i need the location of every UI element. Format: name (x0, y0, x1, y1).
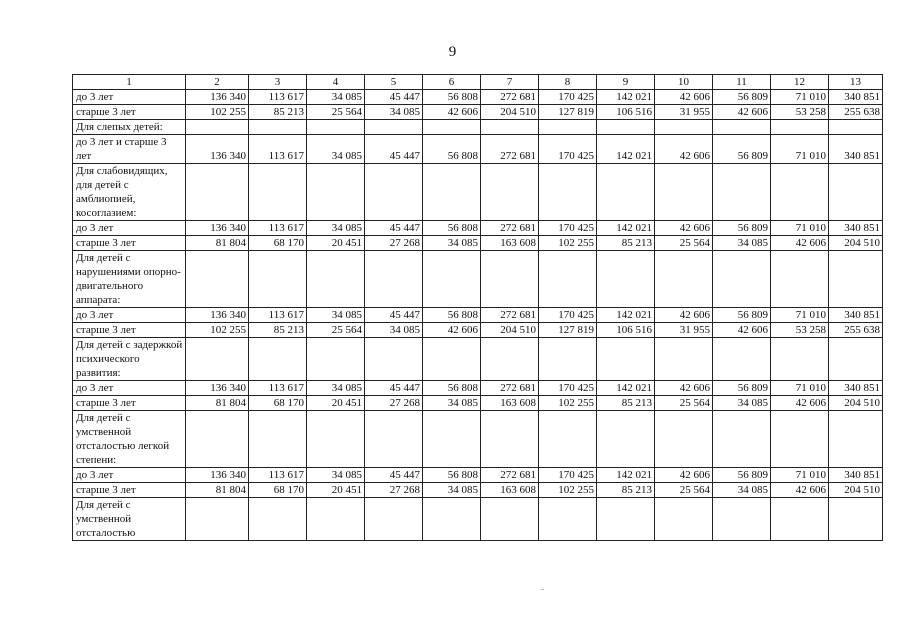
table-cell: 34 085 (713, 236, 771, 251)
table-cell: 56 809 (713, 221, 771, 236)
table-cell (771, 338, 829, 381)
table-cell: 142 021 (597, 135, 655, 164)
table-cell: 20 451 (307, 396, 365, 411)
table-cell (423, 164, 481, 221)
table-cell: 25 564 (655, 483, 713, 498)
table-cell: 42 606 (771, 396, 829, 411)
table-cell: 42 606 (423, 105, 481, 120)
table-row (73, 396, 883, 411)
column-header: 10 (655, 75, 713, 90)
column-header: 3 (249, 75, 307, 90)
table-cell: 340 851 (829, 90, 883, 105)
table-cell: 45 447 (365, 381, 423, 396)
column-header: 1 (73, 75, 186, 90)
table-cell: 113 617 (249, 135, 307, 164)
table-cell: 56 808 (423, 90, 481, 105)
table-cell: 127 819 (539, 105, 597, 120)
table-cell (713, 251, 771, 308)
table-cell (713, 411, 771, 468)
table-cell: 34 085 (423, 483, 481, 498)
table-cell: 56 808 (423, 135, 481, 164)
table-cell: 136 340 (186, 135, 249, 164)
table-cell: 34 085 (423, 236, 481, 251)
table-cell (771, 164, 829, 221)
table-cell (597, 338, 655, 381)
table-cell: 81 804 (186, 396, 249, 411)
table-row (73, 308, 883, 323)
table-cell (365, 120, 423, 135)
table-cell: 42 606 (713, 323, 771, 338)
table-cell: 42 606 (655, 90, 713, 105)
table-row (73, 381, 883, 396)
table-cell: 56 809 (713, 308, 771, 323)
funding-table (72, 74, 883, 541)
table-row (73, 105, 883, 120)
table-cell (597, 498, 655, 541)
table-cell: 113 617 (249, 381, 307, 396)
table-cell (365, 164, 423, 221)
table-cell: 42 606 (655, 468, 713, 483)
table-cell: 45 447 (365, 135, 423, 164)
column-header: 12 (771, 75, 829, 90)
table-cell (307, 498, 365, 541)
table-cell (829, 120, 883, 135)
table-cell (423, 411, 481, 468)
table-cell: 42 606 (655, 308, 713, 323)
table-cell (481, 338, 539, 381)
table-cell: 136 340 (186, 221, 249, 236)
column-header: 2 (186, 75, 249, 90)
table-cell: 163 608 (481, 236, 539, 251)
table-cell (481, 411, 539, 468)
table-cell: 163 608 (481, 483, 539, 498)
table-row (73, 323, 883, 338)
table-cell: 106 516 (597, 323, 655, 338)
table-cell (365, 498, 423, 541)
table-cell (597, 120, 655, 135)
table-cell (307, 338, 365, 381)
table-cell: 34 085 (307, 90, 365, 105)
table-cell: 81 804 (186, 483, 249, 498)
table-cell: 340 851 (829, 468, 883, 483)
row-label: старше 3 лет (73, 396, 186, 411)
table-header-row (73, 75, 883, 90)
table-cell: 81 804 (186, 236, 249, 251)
table-cell (655, 120, 713, 135)
table-cell: 45 447 (365, 90, 423, 105)
table-cell: 106 516 (597, 105, 655, 120)
table-cell: 42 606 (423, 323, 481, 338)
table-cell: 42 606 (771, 236, 829, 251)
table-cell (365, 251, 423, 308)
table-cell (481, 164, 539, 221)
table-cell: 113 617 (249, 308, 307, 323)
table-cell: 20 451 (307, 483, 365, 498)
table-cell (481, 251, 539, 308)
table-cell (713, 164, 771, 221)
table-cell (423, 120, 481, 135)
table-cell: 170 425 (539, 221, 597, 236)
column-header: 5 (365, 75, 423, 90)
table-cell: 27 268 (365, 483, 423, 498)
table-cell: 42 606 (713, 105, 771, 120)
column-header: 7 (481, 75, 539, 90)
table-cell: 142 021 (597, 90, 655, 105)
table-cell (829, 411, 883, 468)
table-cell: 27 268 (365, 396, 423, 411)
table-cell (365, 338, 423, 381)
table-cell: 53 258 (771, 323, 829, 338)
section-label: Для детей с задержкой психического развития: (73, 338, 186, 381)
table-cell: 34 085 (307, 135, 365, 164)
table-cell (365, 411, 423, 468)
row-label: до 3 лет (73, 468, 186, 483)
row-label: до 3 лет (73, 221, 186, 236)
table-section-row (73, 251, 883, 308)
table-cell: 136 340 (186, 308, 249, 323)
table-cell: 45 447 (365, 468, 423, 483)
table-cell: 25 564 (307, 323, 365, 338)
table-row (73, 483, 883, 498)
table-cell: 113 617 (249, 90, 307, 105)
table-cell: 204 510 (481, 323, 539, 338)
table-cell: 71 010 (771, 381, 829, 396)
table-section-row (73, 120, 883, 135)
table-cell: 31 955 (655, 105, 713, 120)
table-cell: 102 255 (539, 483, 597, 498)
table-cell (597, 411, 655, 468)
table-cell: 71 010 (771, 308, 829, 323)
table-cell (771, 251, 829, 308)
table-cell: 136 340 (186, 90, 249, 105)
row-label: до 3 лет (73, 90, 186, 105)
row-label: до 3 лет и старше 3 лет (73, 135, 186, 164)
table-cell: 34 085 (365, 323, 423, 338)
table-cell: 85 213 (249, 105, 307, 120)
table-cell (186, 164, 249, 221)
table-cell (539, 338, 597, 381)
table-cell (655, 411, 713, 468)
table-cell (771, 498, 829, 541)
table-cell (423, 498, 481, 541)
table-cell: 71 010 (771, 468, 829, 483)
table-cell: 102 255 (186, 323, 249, 338)
table-cell: 170 425 (539, 135, 597, 164)
table-cell: 25 564 (655, 236, 713, 251)
table-cell (249, 251, 307, 308)
table-cell (771, 411, 829, 468)
table-cell: 255 638 (829, 323, 883, 338)
table-cell: 71 010 (771, 90, 829, 105)
table-cell (186, 338, 249, 381)
table-cell (655, 338, 713, 381)
row-label: старше 3 лет (73, 236, 186, 251)
table-cell: 34 085 (713, 396, 771, 411)
table-cell (307, 411, 365, 468)
table-cell (481, 498, 539, 541)
table-cell (249, 120, 307, 135)
table-body (73, 75, 883, 541)
table-cell: 204 510 (481, 105, 539, 120)
page-number: 9 (448, 44, 457, 60)
table-cell (539, 411, 597, 468)
section-label: Для детей с умственной отсталостью легкой степени: (73, 411, 186, 468)
table-cell: 71 010 (771, 221, 829, 236)
table-cell (655, 164, 713, 221)
table-cell: 34 085 (423, 396, 481, 411)
row-label: до 3 лет (73, 308, 186, 323)
table-cell (539, 120, 597, 135)
table-cell: 113 617 (249, 221, 307, 236)
table-cell (423, 338, 481, 381)
table-cell: 255 638 (829, 105, 883, 120)
table-cell: 272 681 (481, 221, 539, 236)
table-cell (186, 251, 249, 308)
column-header: 11 (713, 75, 771, 90)
table-cell: 340 851 (829, 308, 883, 323)
table-cell (539, 164, 597, 221)
table-cell (481, 120, 539, 135)
table-section-row (73, 338, 883, 381)
table-cell: 142 021 (597, 308, 655, 323)
row-label: старше 3 лет (73, 483, 186, 498)
table-cell: 68 170 (249, 236, 307, 251)
table-cell: 170 425 (539, 468, 597, 483)
row-label: до 3 лет (73, 381, 186, 396)
table-cell: 204 510 (829, 396, 883, 411)
table-cell: 56 809 (713, 90, 771, 105)
table-cell (597, 251, 655, 308)
table-cell (539, 251, 597, 308)
table-cell: 56 808 (423, 308, 481, 323)
table-cell: 25 564 (307, 105, 365, 120)
table-cell: 34 085 (713, 483, 771, 498)
table-cell (655, 498, 713, 541)
row-label: старше 3 лет (73, 323, 186, 338)
table-cell: 20 451 (307, 236, 365, 251)
table-cell: 42 606 (771, 483, 829, 498)
table-cell: 42 606 (655, 221, 713, 236)
table-cell (655, 251, 713, 308)
column-header: 6 (423, 75, 481, 90)
table-cell: 34 085 (307, 468, 365, 483)
table-cell: 102 255 (186, 105, 249, 120)
row-label: старше 3 лет (73, 105, 186, 120)
table-cell (186, 120, 249, 135)
table-cell (186, 498, 249, 541)
table-cell (829, 164, 883, 221)
table-row (73, 468, 883, 483)
table-cell: 85 213 (249, 323, 307, 338)
table-row (73, 90, 883, 105)
table-cell: 56 808 (423, 221, 481, 236)
table-cell: 34 085 (307, 381, 365, 396)
table-cell: 127 819 (539, 323, 597, 338)
table-cell (829, 251, 883, 308)
table-cell (249, 338, 307, 381)
table-cell: 34 085 (365, 105, 423, 120)
table-cell: 204 510 (829, 483, 883, 498)
section-label: Для слепых детей: (73, 120, 186, 135)
section-label: Для детей с нарушениями опорно-двигательного аппарата: (73, 251, 186, 308)
table-cell: 340 851 (829, 135, 883, 164)
table-cell: 272 681 (481, 381, 539, 396)
table-cell: 102 255 (539, 236, 597, 251)
table-cell: 71 010 (771, 135, 829, 164)
table-cell: 27 268 (365, 236, 423, 251)
table-section-row (73, 411, 883, 468)
table-row (73, 221, 883, 236)
table-cell: 45 447 (365, 308, 423, 323)
table-cell: 34 085 (307, 221, 365, 236)
table-cell: 56 808 (423, 381, 481, 396)
table-cell (186, 411, 249, 468)
table-cell: 170 425 (539, 90, 597, 105)
table-cell (307, 120, 365, 135)
table-cell: 142 021 (597, 468, 655, 483)
table-cell (829, 338, 883, 381)
table-cell: 53 258 (771, 105, 829, 120)
table-cell (249, 164, 307, 221)
table-cell: 102 255 (539, 396, 597, 411)
section-label: Для слабовидящих, для детей с амблиопией, косоглазием: (73, 164, 186, 221)
table-cell: 142 021 (597, 221, 655, 236)
table-cell: 56 808 (423, 468, 481, 483)
scan-artifact (541, 589, 544, 590)
table-cell: 113 617 (249, 468, 307, 483)
table-cell: 340 851 (829, 381, 883, 396)
table-cell (713, 120, 771, 135)
column-header: 4 (307, 75, 365, 90)
table-section-row (73, 164, 883, 221)
table-cell: 163 608 (481, 396, 539, 411)
table-cell: 340 851 (829, 221, 883, 236)
table-cell: 136 340 (186, 381, 249, 396)
table-row (73, 135, 883, 164)
table-cell: 45 447 (365, 221, 423, 236)
table-cell (307, 164, 365, 221)
table-cell: 56 809 (713, 468, 771, 483)
table-cell: 136 340 (186, 468, 249, 483)
table-cell: 272 681 (481, 468, 539, 483)
table-cell (307, 251, 365, 308)
table-cell (539, 498, 597, 541)
table-cell: 34 085 (307, 308, 365, 323)
table-cell: 68 170 (249, 483, 307, 498)
table-cell (713, 498, 771, 541)
table-cell (249, 498, 307, 541)
table-cell (771, 120, 829, 135)
table-cell (829, 498, 883, 541)
table-cell: 142 021 (597, 381, 655, 396)
table-cell: 85 213 (597, 236, 655, 251)
table-cell: 25 564 (655, 396, 713, 411)
table-cell: 42 606 (655, 135, 713, 164)
column-header: 8 (539, 75, 597, 90)
table-cell: 272 681 (481, 308, 539, 323)
table-cell: 56 809 (713, 381, 771, 396)
table-cell: 68 170 (249, 396, 307, 411)
table-cell: 272 681 (481, 90, 539, 105)
table-cell: 204 510 (829, 236, 883, 251)
table-cell: 56 809 (713, 135, 771, 164)
table-cell: 272 681 (481, 135, 539, 164)
table-cell: 170 425 (539, 381, 597, 396)
table-cell: 85 213 (597, 483, 655, 498)
column-header: 13 (829, 75, 883, 90)
table-cell: 42 606 (655, 381, 713, 396)
table-cell: 85 213 (597, 396, 655, 411)
table-cell (597, 164, 655, 221)
column-header: 9 (597, 75, 655, 90)
table-cell: 170 425 (539, 308, 597, 323)
section-label: Для детей с умственной отсталостью (73, 498, 186, 541)
table-cell (249, 411, 307, 468)
table-cell (423, 251, 481, 308)
table-row (73, 236, 883, 251)
table-section-row (73, 498, 883, 541)
table-cell: 31 955 (655, 323, 713, 338)
table-cell (713, 338, 771, 381)
